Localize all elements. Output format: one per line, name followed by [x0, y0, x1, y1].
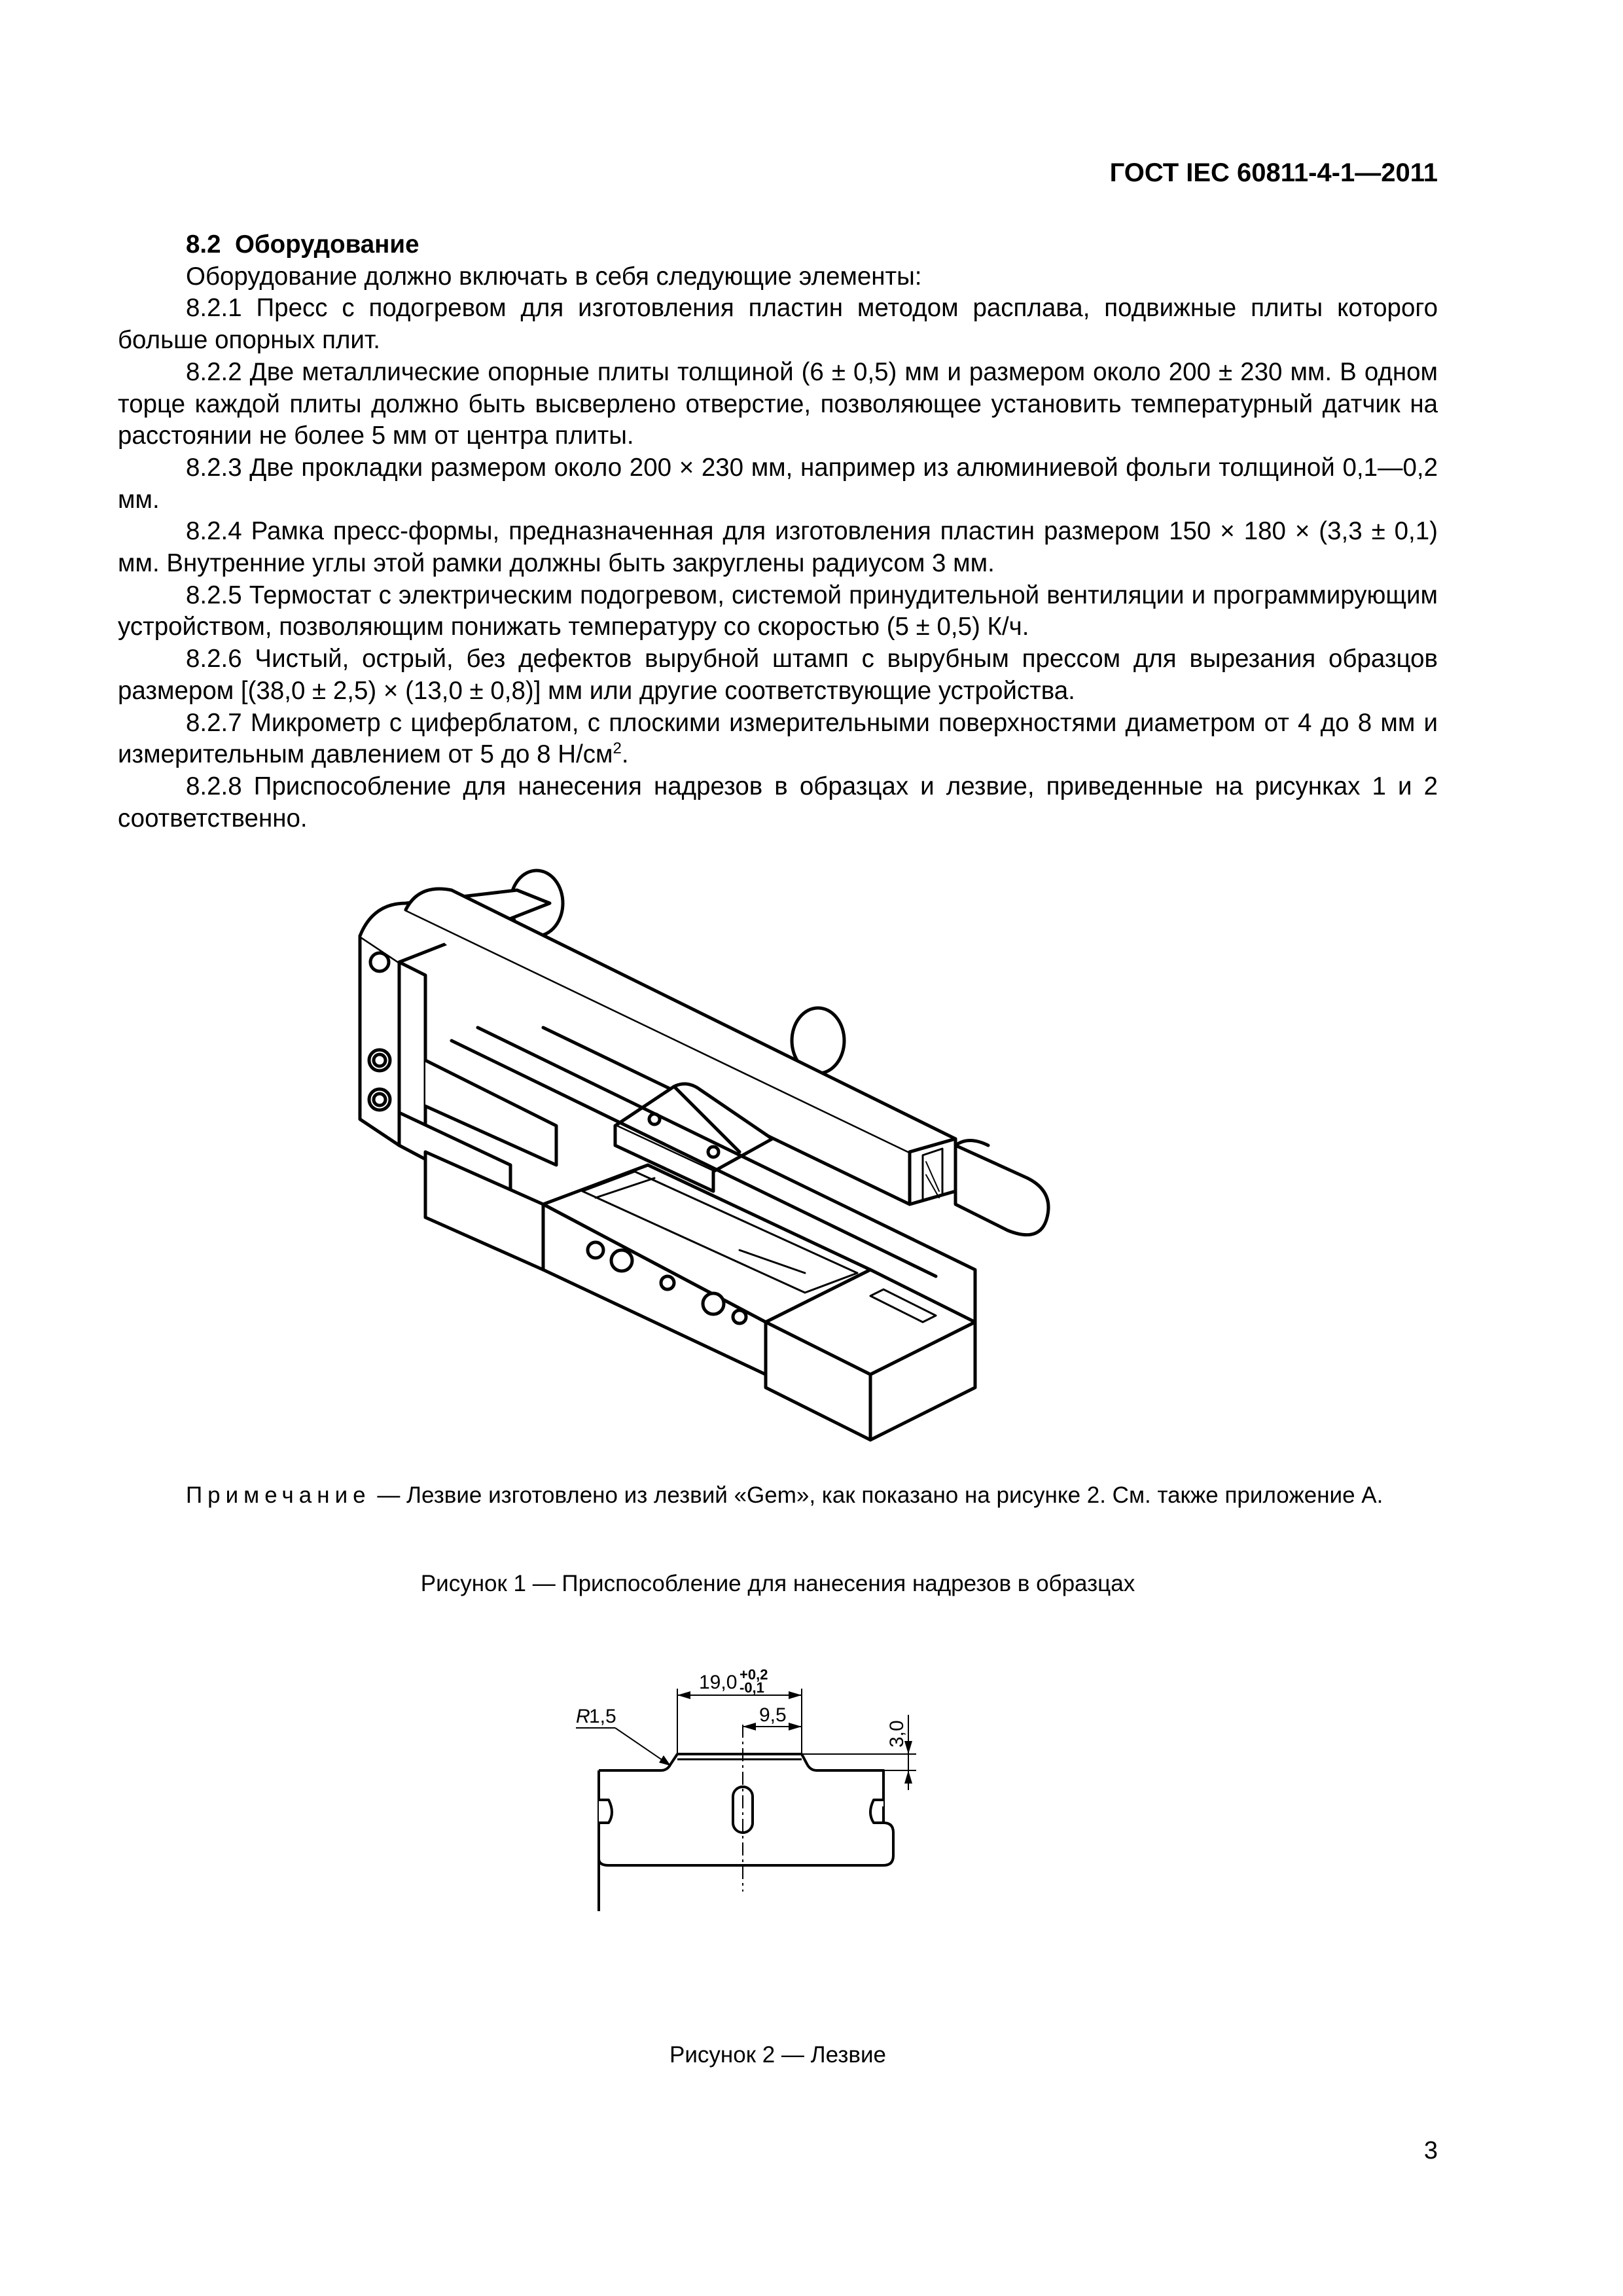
paragraph-intro: Оборудование должно включать в себя следующие элементы:: [186, 262, 922, 291]
page-number: 3: [1423, 2137, 1438, 2164]
section-title: Оборудование: [234, 230, 419, 259]
figure2-blade-drawing: [550, 1666, 1008, 1911]
document-header: ГОСТ IEC 60811-4-1—2011: [1109, 158, 1438, 187]
paragraph-8-2-2: 8.2.2 Две металлические опорные плиты толщиной (6 ± 0,5) мм и размером около 200 ± 230 мм. В одном торце каждой плиты должно быть высверлено отверстие, позволяющее установить температурный датчик на расстоянии не более 5 мм от центра плиты.: [118, 357, 1438, 450]
paragraph-8-2-6: 8.2.6 Чистый, острый, без дефектов вырубной штамп с вырубным прессом для вырезания образцов размером [(38,0 ± 2,5) × (13,0 ± 0,8)] мм или другие соответствующие устройства.: [118, 645, 1438, 705]
superscript-2: 2: [613, 740, 622, 758]
blade-height-dimension: 3,0: [886, 1720, 908, 1748]
paragraph-8-2-7-end: .: [621, 740, 629, 769]
figure2-caption: Рисунок 2 — Лезвие: [669, 2042, 886, 2068]
paragraph-8-2-7: [118, 708, 1438, 771]
paragraph-8-2-1: 8.2.1 Пресс с подогревом для изготовления пластин методом расплава, подвижные плиты которого больше опорных плит.: [118, 294, 1438, 355]
blade-width-dimension: 19,0: [699, 1672, 738, 1693]
paragraph-8-2-5: 8.2.5 Термостат с электрическим подогревом, системой принудительной вентиляции и программирующим устройством, позволяющим понижать температуру со скоростью (5 ± 0,5) К/ч.: [118, 581, 1438, 641]
blade-width-tolerance-plus: +0,2: [740, 1666, 768, 1683]
paragraph-8-2-4: 8.2.4 Рамка пресс-формы, предназначенная для изготовления пластин размером 150 × 180 × (3,3 ± 0,1) мм. Внутренние углы этой рамки должны быть закруглены радиусом 3 мм.: [118, 517, 1438, 578]
radius-value: 1,5: [589, 1706, 616, 1727]
paragraph-8-2-7-text: 8.2.7 Микрометр с циферблатом, с плоскими измерительными поверхностями диаметром от 4 до 8 мм и измерительным давлением от 5 до 8 Н/см: [118, 708, 1438, 769]
blade-half-width-dimension: 9,5: [759, 1704, 787, 1726]
paragraph-8-2-3: 8.2.3 Две прокладки размером около 200 × 230 мм, например из алюминиевой фольги толщиной 0,1—0,2 мм.: [118, 453, 1438, 514]
note-label: Примечание: [186, 1482, 371, 1508]
body-text: [118, 229, 1438, 834]
blade-width-tolerance-minus: -0,1: [740, 1679, 764, 1696]
figure1-caption: Рисунок 1 — Приспособление для нанесения надрезов в образцах: [420, 1571, 1135, 1596]
figure1-notching-fixture-drawing: [347, 864, 1198, 1453]
figure1-note: [118, 1480, 1438, 1511]
section-number: 8.2: [186, 230, 221, 259]
note-text: — Лезвие изготовлено из лезвий «Gem», как показано на рисунке 2. См. также приложение А.: [370, 1482, 1383, 1508]
section-heading: [118, 229, 1438, 261]
radius-prefix: R: [576, 1706, 590, 1727]
paragraph-8-2-8: 8.2.8 Приспособление для нанесения надрезов в образцах и лезвие, приведенные на рисунках 1 и 2 соответственно.: [118, 772, 1438, 833]
